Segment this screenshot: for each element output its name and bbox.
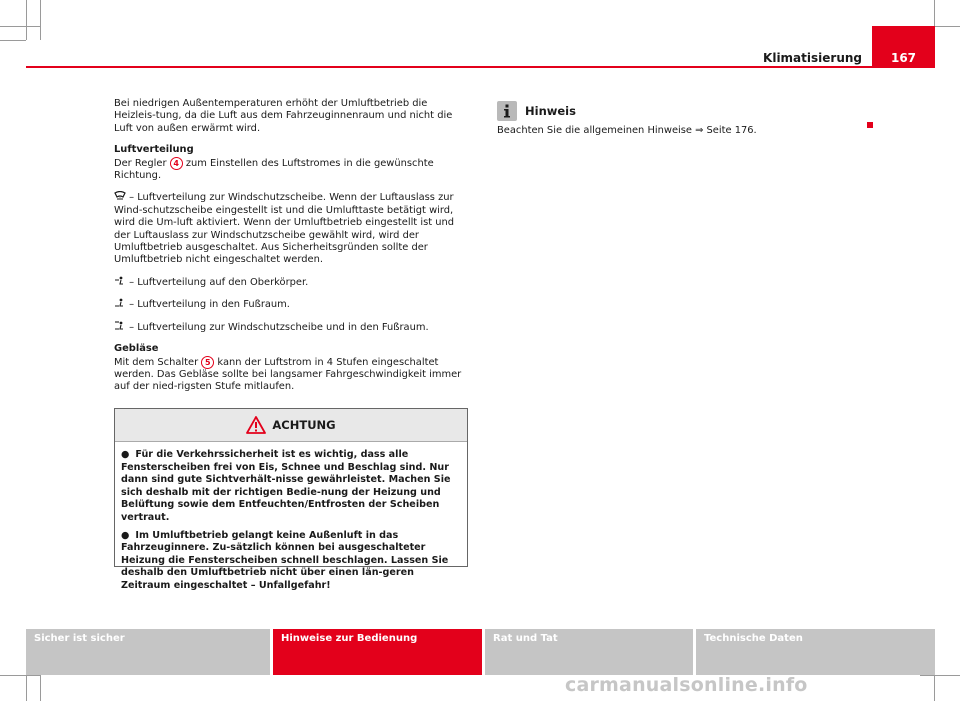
info-icon — [497, 101, 517, 121]
text-fragment: kann der Luftstrom in 4 Stufen eingeschaltet werden. Das Gebläse sollte bei langsamer Fahrgeschwindigkeit immer auf der nied-rigsten Stufe mitlaufen. — [114, 356, 462, 393]
crop-mark — [26, 0, 27, 40]
text-fragment: Der Regler — [114, 157, 167, 169]
warning-item — [121, 449, 459, 525]
footer-tab-label: Rat und Tat — [493, 633, 558, 644]
intro-paragraph: Bei niedrigen Außentemperaturen erhöht der Umluftbetrieb die Heizleis-tung, da die Luft aus dem Fahrzeuginnenraum und nicht die Luft von außen erwärmt wird. — [114, 98, 453, 134]
upper-body-paragraph — [114, 276, 468, 289]
crop-mark — [920, 675, 960, 676]
footwell-vent-icon — [114, 298, 126, 308]
footer-tab-rat[interactable] — [485, 629, 693, 675]
warning-body — [115, 442, 467, 593]
text-fragment: – Luftverteilung zur Windschutzscheibe und in den Fußraum. — [129, 321, 429, 333]
footer-tab-technik[interactable] — [696, 629, 935, 675]
reference-number-4: 4 — [170, 157, 183, 170]
header-rule — [26, 66, 935, 68]
warning-item-text: Im Umluftbetrieb gelangt keine Außenluft in das Fahrzeuginnere. Zu-sätzlich können bei ausgeschalteter Heizung die Fensterscheiben schnell beschlagen. Lassen Sie deshalb den Umluftbetrieb nicht über einen län-geren Zeitraum eingeschaltet – Unfallgefahr! — [121, 529, 449, 591]
bullet: ● — [121, 529, 130, 541]
blower-paragraph — [114, 356, 468, 394]
section-heading-geblaese: Gebläse — [114, 343, 159, 355]
page-number: 167 — [872, 26, 935, 68]
windshield-footwell-paragraph — [114, 321, 468, 334]
upper-body-vent-icon — [114, 276, 126, 286]
footer-tab-bedienung[interactable] — [273, 629, 482, 675]
warning-box — [114, 408, 468, 591]
footer-tab-label: Hinweise zur Bedienung — [281, 633, 418, 644]
footer-tab-label: Sicher ist sicher — [34, 633, 125, 644]
windshield-paragraph — [114, 191, 468, 266]
bullet: ● — [121, 449, 130, 460]
warning-triangle-icon — [246, 416, 266, 434]
hint-header — [497, 101, 935, 121]
text-fragment: zum Einstellen des Luftstromes in die gewünschte Richtung. — [114, 157, 434, 182]
text-fragment: – Luftverteilung in den Fußraum. — [129, 299, 290, 311]
warning-item-text: Für die Verkehrssicherheit ist es wichtig, dass alle Fensterscheiben frei von Eis, Schnee und Beschlag sind. Nur dann sind gute Sichtverhält-nisse gewährleistet. Machen Sie sich deshalb mit der richtigen Bedie-nung der Heizung und Belüftung sowie dem Entfeuchten/Entfrosten der Scheiben vertraut. — [121, 449, 451, 523]
crop-mark — [0, 26, 40, 27]
footer-tab-label: Technische Daten — [704, 633, 803, 644]
hint-section — [497, 101, 935, 137]
section-heading-luftverteilung: Luftverteilung — [114, 144, 194, 156]
hint-title: Hinweis — [525, 104, 576, 118]
footwell-paragraph — [114, 298, 468, 311]
hint-text: Beachten Sie die allgemeinen Hinweise ⇒ Seite 176. — [497, 125, 757, 136]
left-column — [114, 98, 468, 403]
crop-mark — [0, 40, 26, 41]
section-paragraph — [114, 157, 468, 183]
warning-item — [121, 530, 459, 593]
warning-header — [115, 409, 467, 442]
text-fragment: – Luftverteilung zur Windschutzscheibe. Wenn der Luftauslass zur Wind-schutzscheibe eingestellt ist und die Umlufttaste betätigt wird, wird die Um-luft aktiviert. Wenn der Umluftbetrieb eingestellt ist und der Luftauslass zur Windschutzscheibe gewählt wird, wird der Umluftbetrieb ausgeschaltet. Aus Sicherheitsgründen sollte der Umluftbetrieb nicht eingeschaltet werden. — [114, 192, 455, 266]
watermark: carmanualsonline.info — [565, 674, 808, 696]
end-of-section-marker — [867, 122, 873, 128]
crop-mark — [0, 675, 40, 676]
warning-title: ACHTUNG — [272, 418, 336, 432]
crop-mark — [40, 0, 41, 40]
footer-tab-sicher[interactable] — [26, 629, 270, 675]
windshield-footwell-vent-icon — [114, 321, 126, 331]
text-fragment: – Luftverteilung auf den Oberkörper. — [129, 276, 309, 288]
chapter-title: Klimatisierung — [763, 51, 862, 65]
text-fragment: Mit dem Schalter — [114, 356, 199, 368]
reference-number-5: 5 — [201, 356, 214, 369]
windshield-vent-icon — [114, 191, 126, 201]
